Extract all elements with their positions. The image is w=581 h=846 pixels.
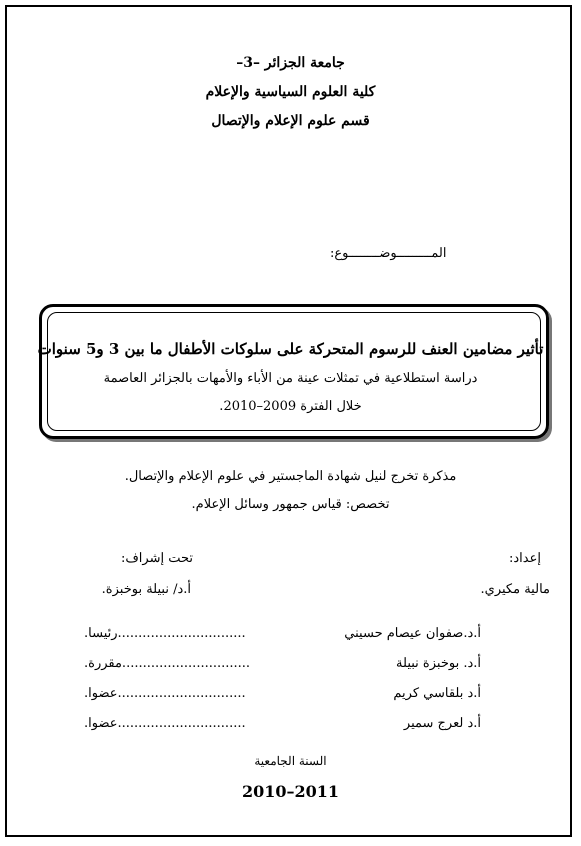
thesis-subtitle: دراسة استطلاعية في تمثلات عينة من الأباء والأمهات بالجزائر العاصمة [103, 371, 478, 386]
prepared-by-label: إعداد: [509, 551, 541, 566]
faculty-name: كلية العلوم السياسية والإعلام [205, 84, 376, 100]
institution-header [0, 52, 581, 139]
department-name: قسم علوم الإعلام والإتصال [211, 113, 370, 129]
academic-year: 2011–2010 [241, 782, 340, 801]
jury-member-role: ...............................مقررة. [84, 656, 251, 671]
jury-member-role: ...............................عضوا. [84, 686, 246, 701]
jury-member-role: ...............................عضوا. [84, 716, 246, 731]
jury-member-name: أ.د.صفوان عيصام حسيني [344, 626, 481, 641]
thesis-period: خلال الفترة 2009–2010. [219, 399, 362, 414]
supervisor-name: أ.د/ نبيلة بوخبزة. [101, 582, 191, 597]
specialization: تخصص: قياس جمهور وسائل الإعلام. [191, 497, 390, 512]
topic-label: المـــــــــوضــــــــوع: [330, 246, 447, 261]
jury-member-name: أ.د لعرج سمير [403, 716, 481, 731]
academic-year-label: السنة الجامعية [254, 754, 327, 768]
degree-statement: مذكرة تخرج لنيل شهادة الماجستير في علوم الإعلام والإتصال. [124, 469, 457, 484]
jury-member-name: أ.د بلقاسي كريم [393, 686, 481, 701]
thesis-title: تأثير مضامين العنف للرسوم المتحركة على سلوكات الأطفال ما بين 3 و5 سنوات [37, 340, 544, 358]
university-name: جامعة الجزائر –3– [236, 55, 345, 71]
jury-member-role: ...............................رئيسا. [84, 626, 246, 641]
supervisor-label: تحت إشراف: [120, 551, 193, 566]
student-name: مالية مكيري. [480, 582, 550, 597]
jury-member-name: أ.د. بوخبزة نبيلة [396, 656, 481, 671]
